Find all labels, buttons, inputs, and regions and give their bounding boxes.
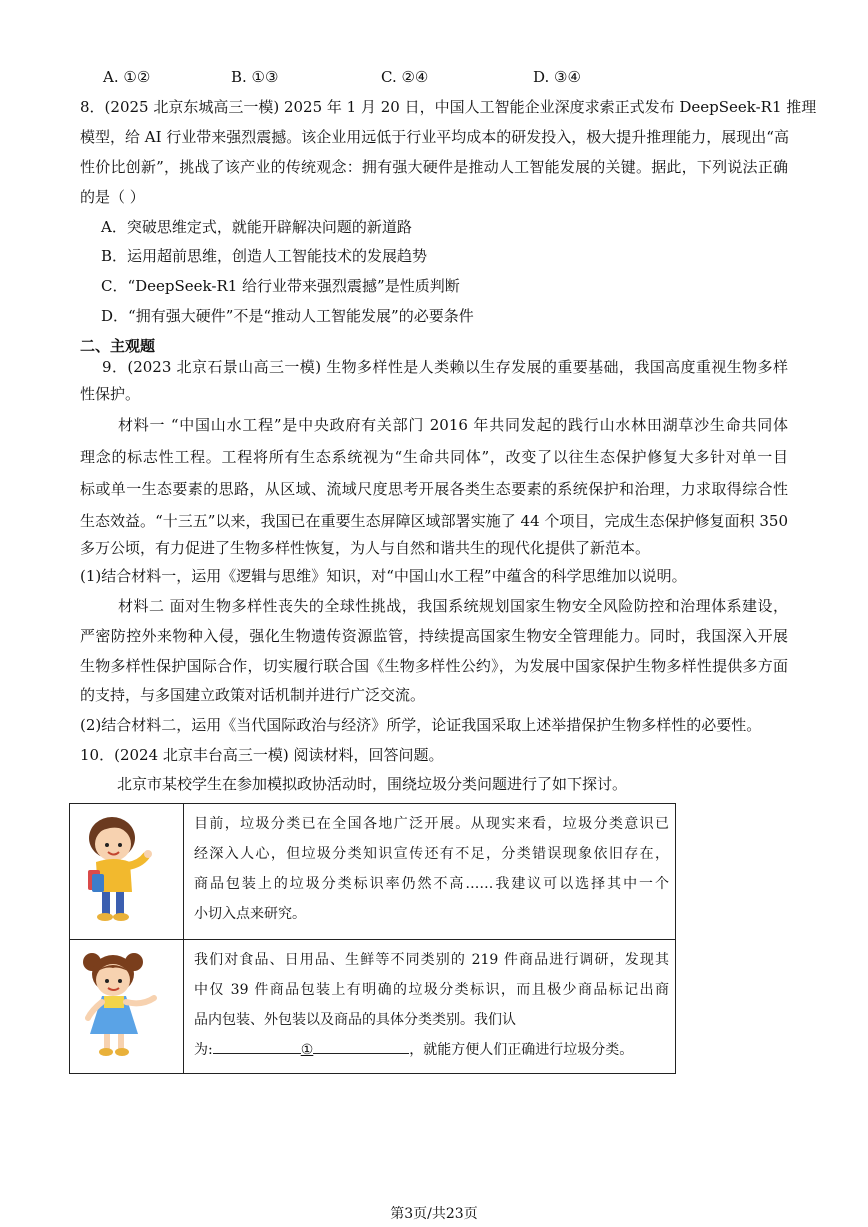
q8-stem-line-3: 性价比创新”，挑战了该产业的传统观念：拥有强大硬件是推动人工智能发展的关键。据此，下列说法正确 <box>80 158 788 176</box>
q9-question-1: (1)结合材料一，运用《逻辑与思维》知识，对“中国山水工程”中蕴含的科学思维加以说明。 <box>80 567 687 585</box>
q8-option-d: D．“拥有强大硬件”不是“推动人工智能发展”的必要条件 <box>101 307 474 325</box>
boy-illustration <box>70 804 183 935</box>
girl-illustration <box>70 940 183 1069</box>
q9-material2-line-2: 严密防控外来物种入侵，强化生物遗传资源监管，持续提高国家生物安全管理能力。同时，我国深入开展 <box>80 627 788 645</box>
girl-statement-line-3: 品内包装、外包装以及商品的具体分类类别。我们认 <box>194 1012 516 1028</box>
girl-illustration-cell <box>70 940 184 1074</box>
q9-intro-line-2: 性保护。 <box>80 385 141 403</box>
q10-lead: 北京市某校学生在参加模拟政协活动时，围绕垃圾分类问题进行了如下探讨。 <box>117 775 628 793</box>
q9-material1-line-2: 理念的标志性工程。工程将所有生态系统视为“生命共同体”，改变了以往生态保护修复大多针对单一目 <box>80 448 788 466</box>
boy-statement-line-3: 商品包装上的垃圾分类标识率仍然不高……我建议可以选择其中一个 <box>194 876 669 892</box>
q9-material1-line-4: 生态效益。“十三五”以来，我国已在重要生态屏障区域部署实施了 44 个项目，完成生态保护修复面积 350 <box>80 512 788 530</box>
fill-in-suffix: ，就能方便人们正确进行垃圾分类。 <box>409 1042 634 1058</box>
fill-in-blank-left <box>213 1037 301 1054</box>
q9-material1-line-1: 材料一 “中国山水工程”是中央政府有关部门 2016 年共同发起的践行山水林田湖草沙生命共同体 <box>118 416 788 434</box>
q8-stem-line-4: 的是（ ） <box>80 188 145 206</box>
q7-option-a: A. ①② <box>103 68 151 86</box>
boy-illustration-cell <box>70 804 184 940</box>
q8-option-a: A．突破思维定式，就能开辟解决问题的新道路 <box>101 218 412 236</box>
fill-in-blank-right <box>313 1037 409 1054</box>
girl-statement-line-1: 我们对食品、日用品、生鲜等不同类别的 219 件商品进行调研，发现其 <box>194 952 669 968</box>
q9-question-2: (2)结合材料二，运用《当代国际政治与经济》所学，论证我国采取上述举措保护生物多样性的必要性。 <box>80 716 762 734</box>
fill-in-blank-mark: ① <box>300 1042 314 1058</box>
table-row <box>70 940 676 1074</box>
section-title: 二、主观题 <box>80 337 156 355</box>
q9-material1-line-5: 多万公顷，有力促进了生物多样性恢复，为人与自然和谐共生的现代化提供了新范本。 <box>80 539 651 557</box>
girl-statement-line-2: 中仅 39 件商品包装上有明确的垃圾分类标识，而且极少商品标记出商 <box>194 982 669 998</box>
girl-statement-line-4 <box>194 1035 669 1065</box>
q10-dialogue-table <box>69 803 676 1074</box>
boy-statement-line-4: 小切入点来研究。 <box>194 906 306 922</box>
table-row <box>70 804 676 940</box>
q8-stem-line-1: 8．(2025 北京东城高三一模) 2025 年 1 月 20 日，中国人工智能企业深度求索正式发布 DeepSeek-R1 推理 <box>80 98 817 116</box>
q7-option-b: B. ①③ <box>231 68 279 86</box>
fill-in-prefix: 为: <box>194 1042 213 1058</box>
girl-statement-cell <box>184 940 676 1074</box>
q8-stem-line-2: 模型，给 AI 行业带来强烈震撼。该企业用远低于行业平均成本的研发投入，极大提升推理能力，展现出“高 <box>80 128 789 146</box>
q9-material2-line-3: 生物多样性保护国际合作，切实履行联合国《生物多样性公约》，为发展中国家保护生物多样性提供多方面 <box>80 657 788 675</box>
q9-material2-line-4: 的支持，与多国建立政策对话机制并进行广泛交流。 <box>80 686 426 704</box>
q9-material2-line-1: 材料二 面对生物多样性丧失的全球性挑战，我国系统规划国家生物安全风险防控和治理体系建设， <box>118 597 788 615</box>
q7-option-d: D. ③④ <box>533 68 581 86</box>
boy-statement-line-2: 经深入人心，但垃圾分类知识宣传还有不足，分类错误现象依旧存在， <box>194 846 669 862</box>
q8-option-c: C．“DeepSeek-R1 给行业带来强烈震撼”是性质判断 <box>101 277 460 295</box>
q8-option-b: B．运用超前思维，创造人工智能技术的发展趋势 <box>101 247 428 265</box>
q9-material1-line-3: 标或单一生态要素的思路，从区域、流域尺度思考开展各类生态要素的系统保护和治理，力求取得综合性 <box>80 480 788 498</box>
page-footer: 第3页/共23页 <box>390 1206 478 1222</box>
q7-option-c: C. ②④ <box>381 68 429 86</box>
boy-statement-cell <box>184 804 676 940</box>
q9-intro-line-1: 9．(2023 北京石景山高三一模) 生物多样性是人类赖以生存发展的重要基础，我国高度重视生物多样 <box>102 358 788 376</box>
boy-statement-line-1: 目前，垃圾分类已在全国各地广泛开展。从现实来看，垃圾分类意识已 <box>194 816 669 832</box>
q10-intro: 10．(2024 北京丰台高三一模) 阅读材料，回答问题。 <box>80 746 444 764</box>
